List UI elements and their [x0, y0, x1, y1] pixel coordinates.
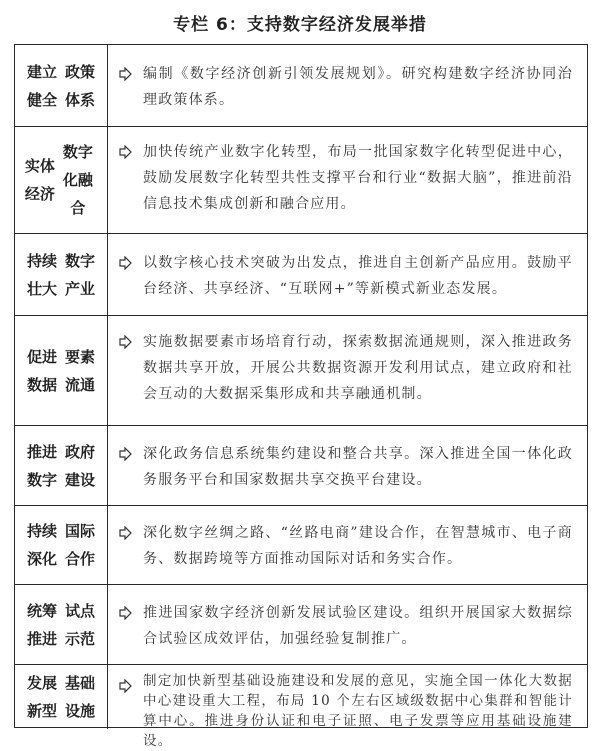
column-title: 专栏 6：支持数字经济发展举措 [173, 15, 427, 35]
arrow-bullet-icon [118, 679, 132, 693]
arrow-bullet-icon [118, 447, 132, 461]
row-label: 促进数据 要素流通 [15, 316, 108, 425]
row-label: 统筹推进 试点示范 [15, 585, 108, 664]
row-text: 实施数据要素市场培育行动，探索数据流通规则，深入推进政务数据共享开放，开展公共数据资源开发利用试点，建立政府和社会互动的大数据采集形成和共享融通机制。 [143, 334, 573, 402]
table-row [15, 585, 587, 665]
row-text: 加快传统产业数字化转型，布局一批国家数字化转型促进中心，鼓励发展数字化转型共性支撑平台和行业“数据大脑”，推进前沿信息技术集成创新和融合应用。 [143, 144, 573, 212]
arrow-bullet-icon [118, 67, 132, 81]
table-row [15, 506, 587, 585]
table-row [15, 127, 587, 234]
row-label: 推进数字 政府建设 [15, 426, 108, 505]
table-row [15, 665, 587, 749]
row-text: 深化数字丝绸之路、“丝路电商”建设合作，在智慧城市、电子商务、数据跨境等方面推动国际对话和务实合作。 [143, 525, 573, 567]
table-row [15, 234, 587, 316]
arrow-bullet-icon [118, 145, 132, 159]
arrow-bullet-icon [118, 256, 132, 270]
row-label: 发展新型 基础设施 [15, 665, 108, 729]
row-label: 建立健全 政策体系 [15, 45, 108, 126]
row-text: 编制《数字经济创新引领发展规划》。研究构建数字经济协同治理政策体系。 [143, 66, 573, 108]
row-text: 制定加快新型基础设施建设和发展的意见，实施全国一体化大数据中心建设重大工程，布局 10 个左右区域级数据中心集群和智能计算中心。推进身份认证和电子证照、电子发票等应用基础设施建设。 [143, 673, 573, 749]
arrow-bullet-icon [118, 526, 132, 540]
row-text: 推进国家数字经济创新发展试验区建设。组织开展国家大数据综合试验区成效评估，加强经验复制推广。 [143, 605, 573, 647]
arrow-bullet-icon [118, 335, 132, 349]
arrow-bullet-icon [118, 606, 132, 620]
row-label: 实体经济 数字化融合 [15, 127, 108, 233]
table-row [15, 316, 587, 426]
row-label: 持续壮大 数字产业 [15, 234, 108, 315]
row-label: 持续深化 国际合作 [15, 506, 108, 584]
table-row [15, 45, 587, 127]
table-row [15, 426, 587, 506]
measures-table [14, 44, 588, 749]
row-text: 深化政务信息系统集约建设和整合共享。深入推进全国一体化政务服务平台和国家数据共享交换平台建设。 [143, 446, 573, 488]
row-text: 以数字核心技术突破为出发点，推进自主创新产品应用。鼓励平台经济、共享经济、“互联网+”等新模式新业态发展。 [143, 255, 573, 297]
